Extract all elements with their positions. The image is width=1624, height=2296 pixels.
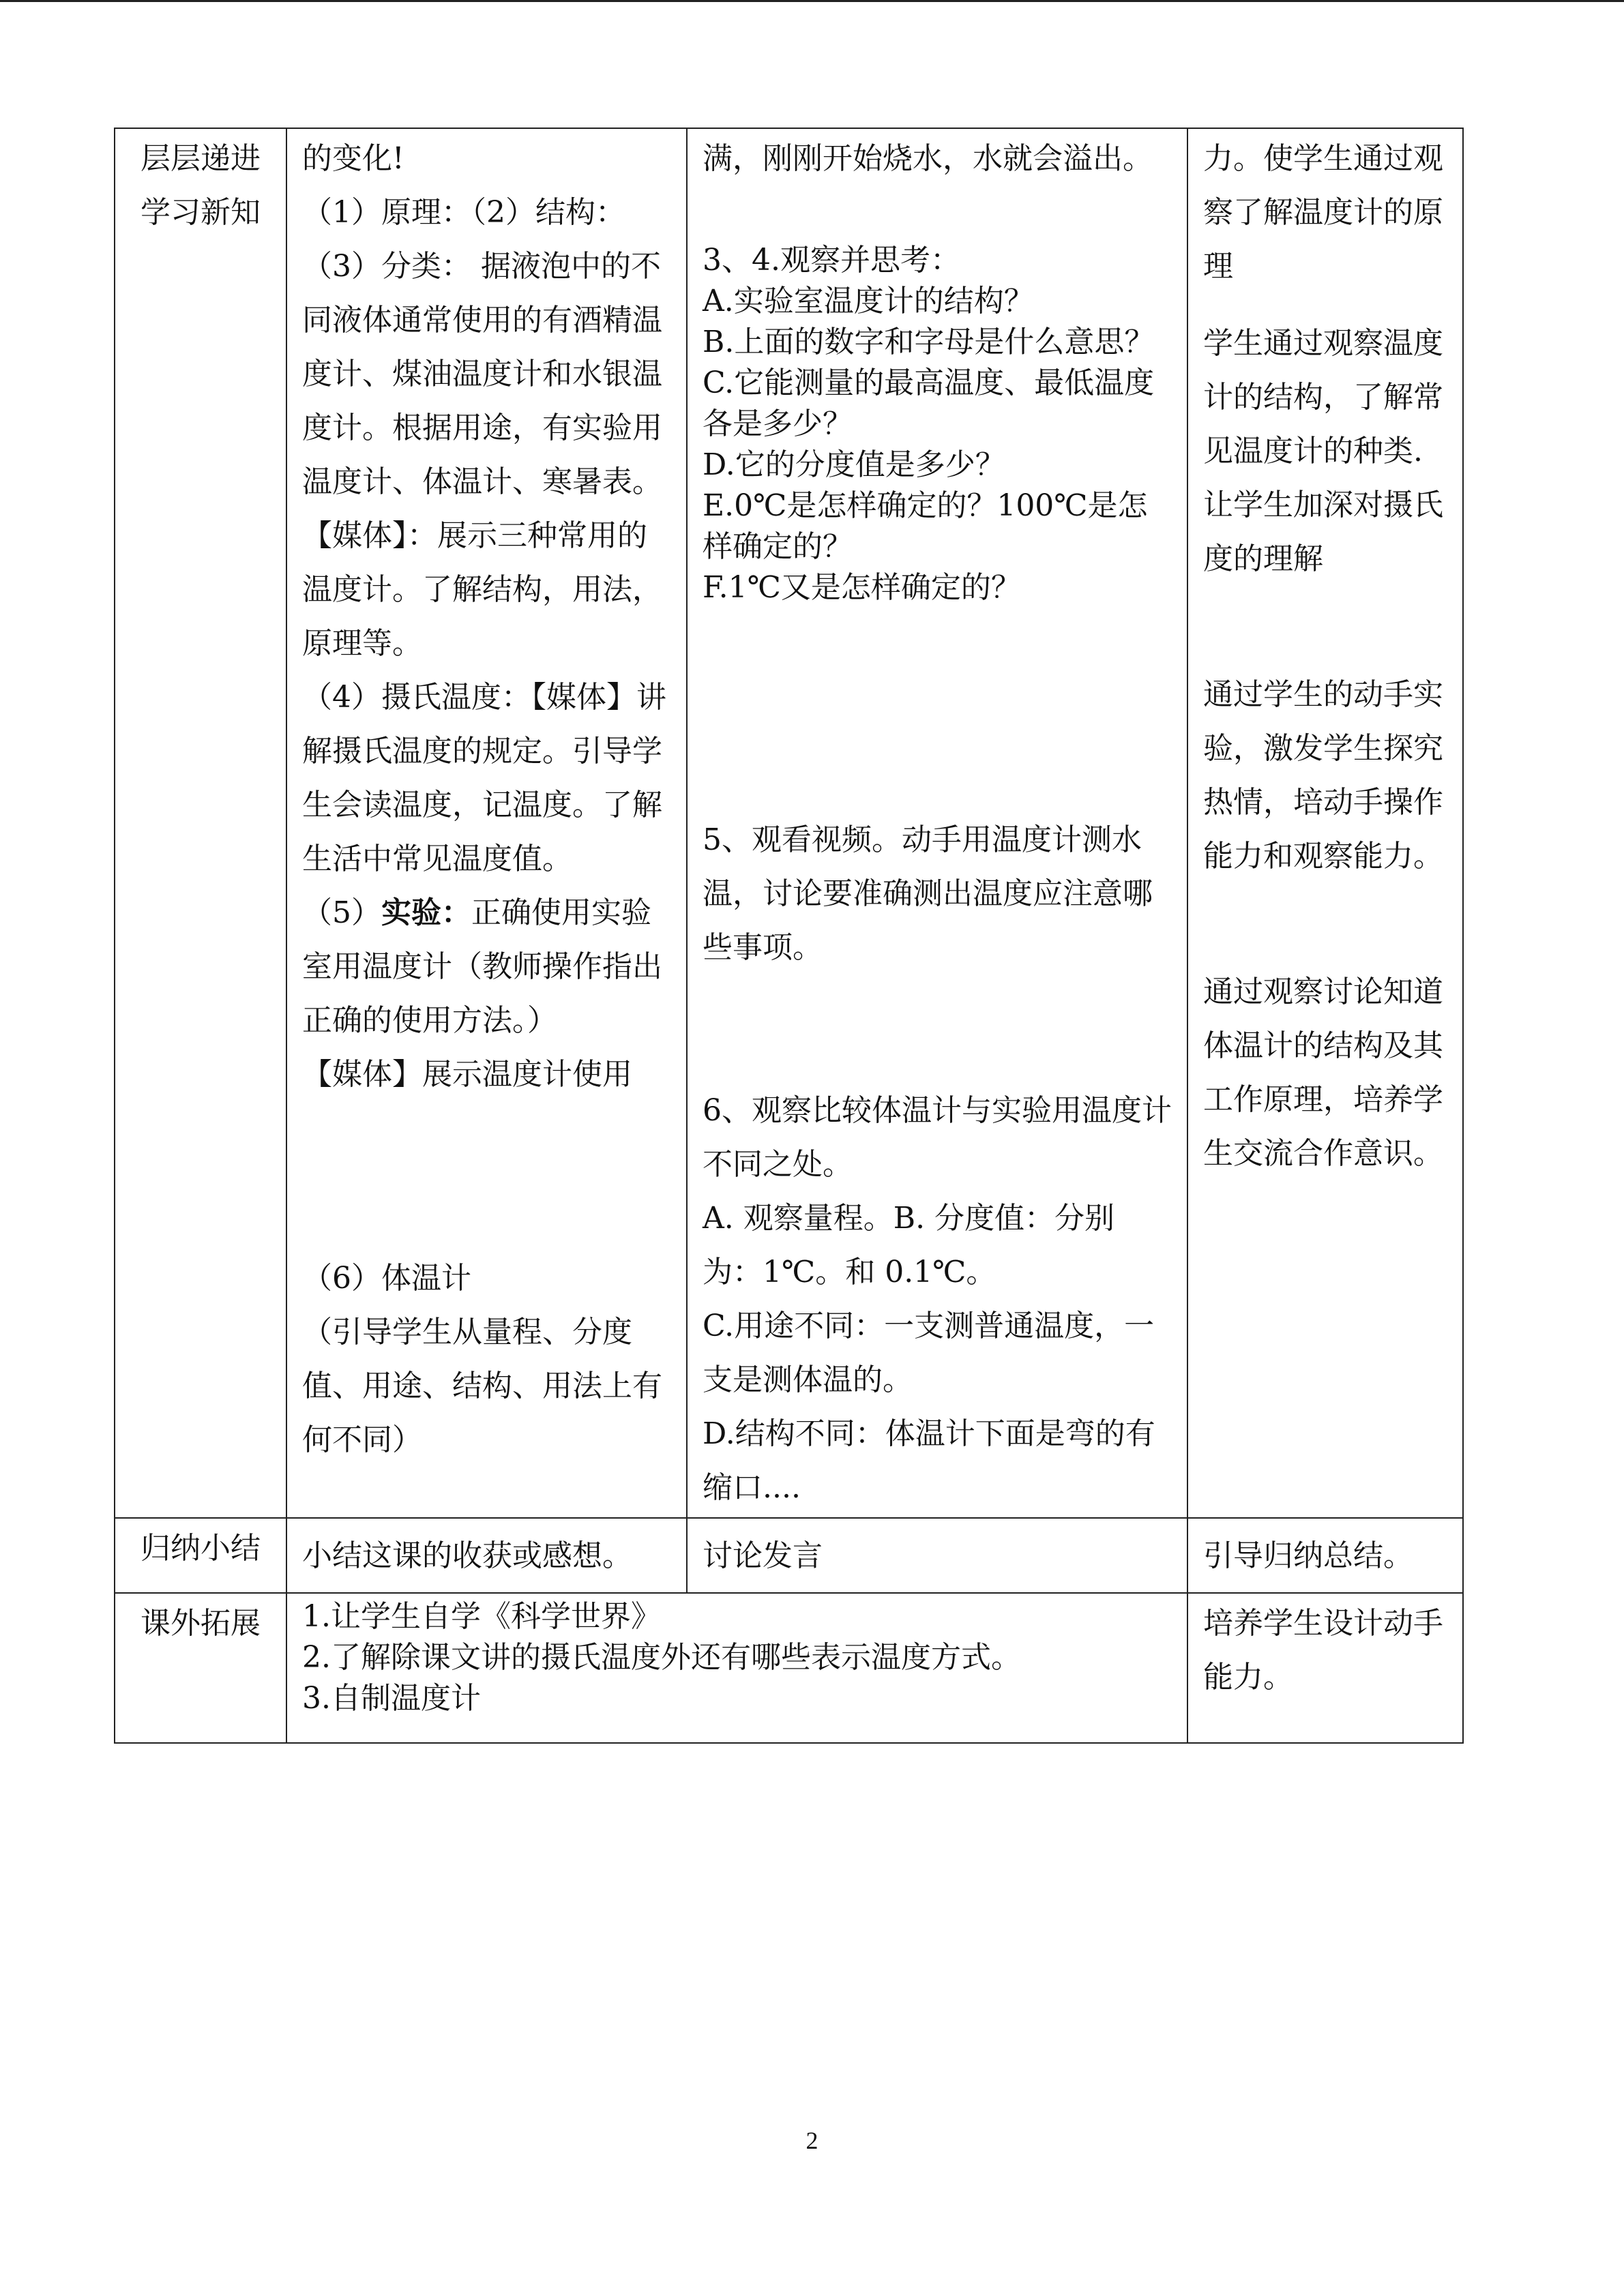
- question-c: C.它能测量的最高温度、最低温度各是多少？: [703, 366, 1155, 441]
- table-row-new-knowledge: [115, 128, 1463, 1518]
- student-activity-cell: [687, 128, 1187, 1518]
- student-text-usage: C.用途不同：一支测普通温度，一支是测体温的。: [703, 1309, 1155, 1397]
- question-e: E.0℃是怎样确定的？100℃是怎样确定的？: [703, 488, 1148, 564]
- extension-activity-cell: [286, 1593, 1187, 1743]
- teacher-activity-cell: 小结这课的收获或感想。: [286, 1518, 687, 1593]
- stage-label-line1: 层层递进: [141, 141, 261, 176]
- teacher-text-experiment: [302, 886, 671, 1047]
- stage-cell: 课外拓展: [115, 1593, 286, 1743]
- student-text-structure: D.结构不同：体温计下面是弯的有缩口....: [703, 1416, 1155, 1505]
- experiment-text: 正确使用实验室用温度计（教师操作指出正确的使用方法。）: [302, 895, 662, 1038]
- extension-item-3: 3.自制温度计: [302, 1681, 481, 1716]
- table-row-summary: [115, 1518, 1463, 1593]
- question-d: D.它的分度值是多少？: [703, 447, 1005, 482]
- table-row-extension: [115, 1593, 1463, 1743]
- page-number: 2: [806, 2127, 818, 2154]
- teacher-text-compare: （引导学生从量程、分度值、用途、结构、用法上有何不同）: [302, 1315, 662, 1457]
- experiment-label: 实验：: [381, 895, 471, 930]
- teacher-text-celsius: （4）摄氏温度：【媒体】讲解摄氏温度的规定。引导学生会读温度，记温度。了解生活中常见温度值。: [302, 680, 666, 876]
- stage-cell: 归纳小结: [115, 1518, 286, 1593]
- intent-text-structure: 学生通过观察温度计的结构，了解常见温度计的种类.让学生加深对摄氏度的理解: [1203, 326, 1443, 576]
- student-text-boil: 满，刚刚开始烧水，水就会溢出。: [703, 141, 1153, 176]
- intent-text-experiment: 通过学生的动手实验，激发学生探究热情，培动手操作能力和观察能力。: [1203, 677, 1443, 874]
- question-b: B.上面的数字和字母是什么意思？: [703, 325, 1155, 359]
- design-intent-cell: [1187, 128, 1463, 1518]
- question-a: A.实验室温度计的结构？: [703, 284, 1034, 318]
- design-intent-cell: 培养学生设计动手能力。: [1187, 1593, 1463, 1743]
- lesson-plan-table: [114, 128, 1464, 1744]
- student-text-video: 5、观看视频。动手用温度计测水温，讨论要准确测出温度应注意哪些事项。: [703, 822, 1153, 965]
- extension-item-1: 1.让学生自学《科学世界》: [302, 1599, 661, 1634]
- student-activity-cell: 讨论发言: [687, 1518, 1187, 1593]
- student-text-range: A. 观察量程。B. 分度值：分别为：1℃。和 0.1℃。: [703, 1201, 1115, 1289]
- teacher-activity-cell: [286, 128, 687, 1518]
- intent-text-thermometer: 通过观察讨论知道体温计的结构及其工作原理，培养学生交流合作意识。: [1203, 974, 1443, 1171]
- stage-cell: [115, 128, 286, 1518]
- teacher-text-media: 【媒体】展示温度计使用: [302, 1057, 632, 1092]
- extension-item-2: 2.了解除课文讲的摄氏温度外还有哪些表示温度方式。: [302, 1640, 1021, 1675]
- intent-text-principle: 力。使学生通过观察了解温度计的原理: [1203, 141, 1443, 284]
- stage-label-line2: 学习新知: [141, 195, 261, 230]
- teacher-text-principle: （1）原理：（2）结构：: [302, 195, 625, 230]
- page-top-border: [0, 0, 1624, 2]
- student-text-observe: 3、4.观察并思考：: [703, 243, 960, 278]
- teacher-text-classification: （3）分类： 据液泡中的不同液体通常使用的有酒精温度计、煤油温度计和水银温度计。根据用途，有实验用温度计、体温计、寒暑表。【媒体】：展示三种常用的温度计。了解结构，用法，原理等。: [302, 249, 662, 661]
- question-f: F.1℃又是怎样确定的？: [703, 570, 1021, 605]
- teacher-text-thermometer: （6）体温计: [302, 1261, 471, 1296]
- teacher-text-intro: 的变化!: [302, 141, 404, 176]
- experiment-prefix: （5）: [302, 895, 381, 930]
- student-text-compare: 6、观察比较体温计与实验用温度计不同之处。: [703, 1093, 1172, 1182]
- design-intent-cell: 引导归纳总结。: [1187, 1518, 1463, 1593]
